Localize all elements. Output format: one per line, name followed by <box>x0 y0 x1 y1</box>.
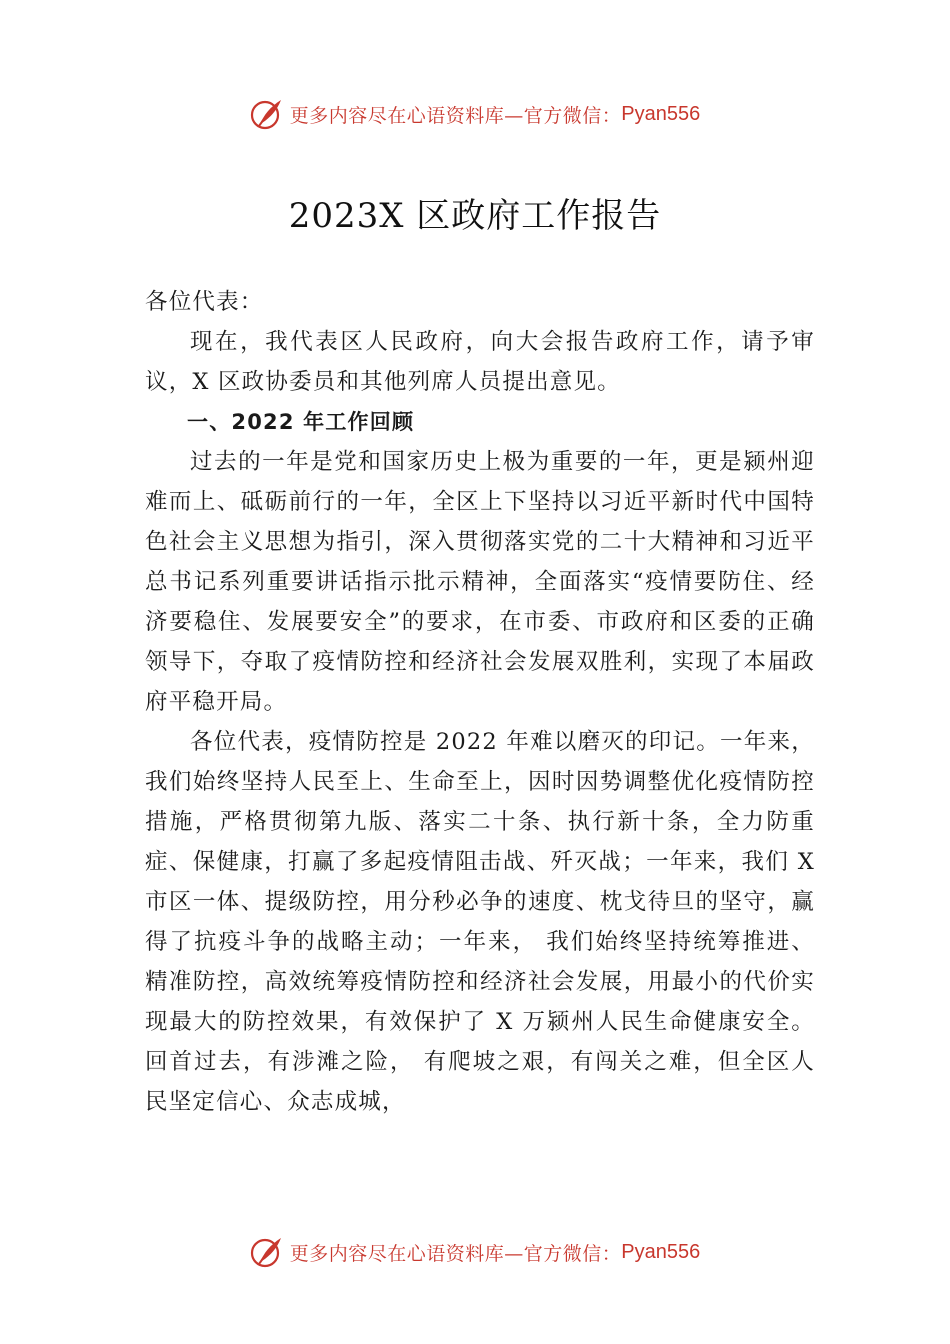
header-banner <box>0 94 950 134</box>
paragraph-epidemic: 各位代表，疫情防控是 2022 年难以磨灭的印记。一年来，我们始终坚持人民至上、生命至上，因时因势调整优化疫情防控措施，严格贯彻第九版、落实二十条、执行新十条，全力防重症、保健康，打赢了多起疫情阻击战、歼灭战；一年来，我们 X 市区一体、提级防控，用分秒必争的速度、枕戈待旦的坚守，赢得了抗疫斗争的战略主动；一年来， 我们始终坚持统筹推进、精准防控，高效统筹疫情防控和经济社会发展，用最小的代价实现最大的防控效果，有效保护了 X 万颍州人民生命健康安全。回首过去，有涉滩之险， 有爬坡之艰，有闯关之难，但全区人民坚定信心、众志成城， <box>145 729 815 1115</box>
quill-feather-logo-icon <box>250 97 284 131</box>
paragraph-intro: 现在，我代表区人民政府，向大会报告政府工作，请予审议，X 区政协委员和其他列席人员提出意见。 <box>145 329 815 395</box>
salutation: 各位代表： <box>145 289 264 315</box>
header-banner-wechat-id: Pyan556 <box>621 102 701 125</box>
paragraph-review: 过去的一年是党和国家历史上极为重要的一年，更是颍州迎难而上、砥砺前行的一年，全区上下坚持以习近平新时代中国特色社会主义思想为指引，深入贯彻落实党的二十大精神和习近平总书记系列重要讲话指示批示精神，全面落实“疫情要防住、经济要稳住、发展要安全”的要求，在市委、市政府和区委的正确领导下，夺取了疫情防控和经济社会发展双胜利，实现了本届政府平稳开局。 <box>145 449 815 715</box>
document-title: 2023X 区政府工作报告 <box>288 196 662 236</box>
section-heading: 一、2022 年工作回顾 <box>187 410 415 434</box>
footer-banner-wechat-id: Pyan556 <box>621 1240 701 1263</box>
quill-feather-logo-icon <box>250 1235 284 1269</box>
document-body <box>145 282 815 1122</box>
footer-banner-text: 更多内容尽在心语资料库—官方微信： <box>289 1242 622 1265</box>
header-banner-text: 更多内容尽在心语资料库—官方微信： <box>289 104 622 127</box>
footer-banner <box>0 1232 950 1272</box>
